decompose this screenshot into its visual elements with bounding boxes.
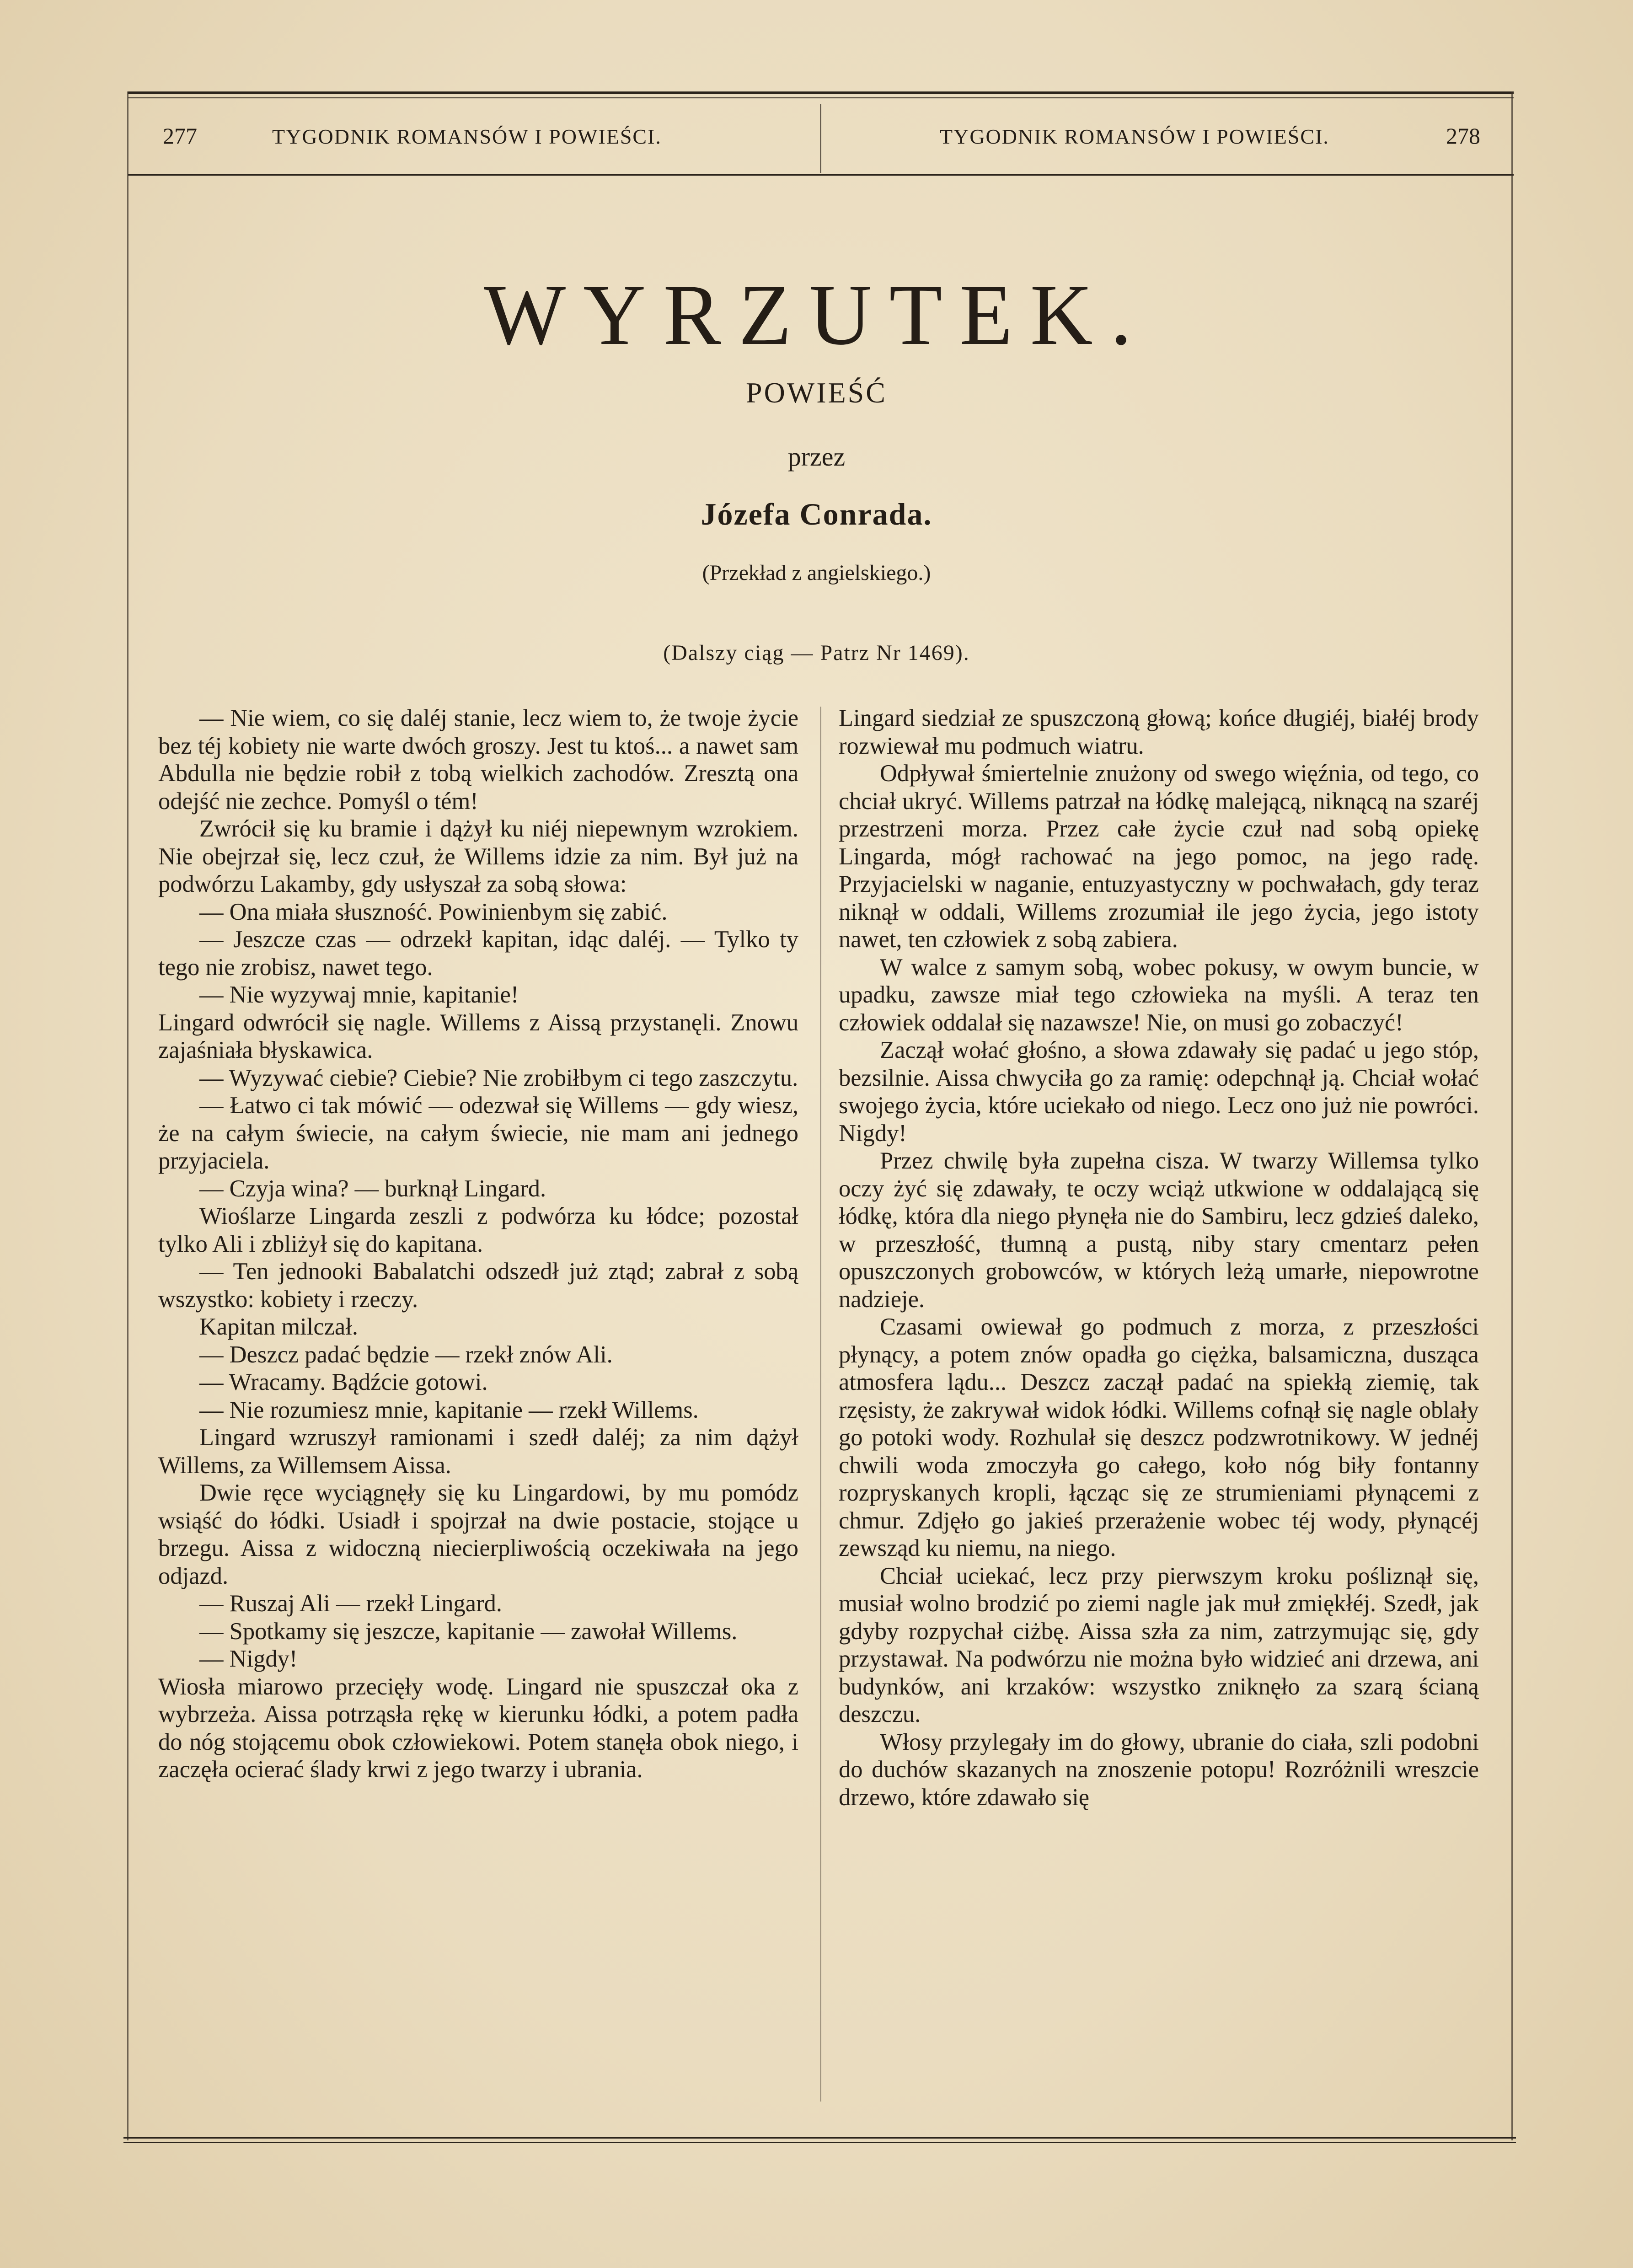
paragraph: — Nie wyzywaj mnie, kapitanie! [199,981,519,1008]
paragraph: — Ruszaj Ali — rzekł Lingard. [199,1590,502,1617]
story-title: WYRZUTEK. [483,267,1150,363]
paragraph: Zwrócił się ku bramie i dążył ku niéj niepewnym wzrokiem. Nie obejrzał się, lecz czuł, że Willems idzie za nim. Był już na podwórzu Lakamby, gdy usłyszał za sobą słowa: [158,815,798,897]
paragraph: Włosy przylegały im do głowy, ubranie do ciała, szli podobni do duchów skazanych na znoszenie potopu! Rozróżnili wreszcie drzewo, które zdawało się [839,1728,1479,1811]
paragraph: Lingard siedział ze spuszczoną głową; końce długiéj, białéj brody rozwiewał mu podmuch wiatru. [839,705,1479,759]
top-border-rule [128,91,1514,94]
continuation-note: (Dalszy ciąg — Patrz Nr 1469). [663,641,970,665]
bottom-border-rule [123,2137,1516,2139]
left-page-number: 277 [163,123,197,149]
header-divider [820,104,821,173]
paragraph: Wioślarze Lingarda zeszli z podwórza ku łódce; pozostał tylko Ali i zbliżył się do kapitana. [158,1203,798,1257]
paragraph: — Ona miała słuszność. Powinienbym się zabić. [199,898,668,925]
paragraph: — Łatwo ci tak mówić — odezwał się Willems — gdy wiesz, że na całym świecie, na całym świecie, nie mam ani jednego przyjaciela. [158,1092,798,1174]
paragraph: — Spotkamy się jeszcze, kapitanie — zawołał Willems. [199,1618,738,1645]
paragraph: — Jeszcze czas — odrzekł kapitan, idąc daléj. — Tylko ty tego nie zrobisz, nawet tego. [158,926,798,981]
author-name: Józefa Conrada. [701,497,932,531]
bottom-border-rule-thin [123,2142,1516,2143]
paragraph: Chciał uciekać, lecz przy pierwszym kroku pośliznął się, musiał wolno brodzić po ziemi nagle jak muł zmiękłéj. Szedł, jak gdyby rozpychał ciżbę. Aissa szła za nim, zatrzymując się, gdy przystawał. Na podwórzu nie można było widzieć ani drzewa, ani budynków, ani krzaków: wszystko zniknęło za szarą ścianą deszczu. [839,1562,1479,1727]
paragraph: — Ten jednooki Babalatchi odszedł już ztąd; zabrał z sobą wszystko: kobiety i rzeczy. [158,1258,798,1313]
right-page-number: 278 [1446,123,1480,149]
paragraph: W walce z samym sobą, wobec pokusy, w owym buncie, w upadku, zawsze miał tego człowieka na myśli. A teraz ten człowiek oddalał się nazawsze! Nie, on musi go zobaczyć! [839,954,1479,1036]
column-divider [820,707,821,2102]
paragraph: Odpływał śmiertelnie znużony od swego więźnia, od tego, co chciał ukryć. Willems patrzał na łódkę malejącą, niknącą na szaréj przestrzeni morza. Przez całe życie czuł nad sobą opiekę Lingarda, mógł rachować na jego pomoc, na jego radę. Przyjacielski w naganie, entuzyastyczny w pochwałach, gdy teraz niknął w oddali, Willems zrozumiał ile jego życia, jego istoty nawet, ten człowiek z sobą zabiera. [839,760,1479,953]
left-running-title: TYGODNIK ROMANSÓW I POWIEŚCI. [272,125,662,148]
top-border-rule-thin [128,97,1514,98]
paragraph: — Nigdy! [199,1646,298,1672]
right-running-title: TYGODNIK ROMANSÓW I POWIEŚCI. [940,125,1329,148]
right-text-column [839,704,1479,2113]
paragraph: Kapitan milczał. [199,1314,358,1340]
paragraph: Wiosła miarowo przecięły wodę. Lingard nie spuszczał oka z wybrzeża. Aissa potrząsła rękę w kierunku łódki, a potem padła do nóg stojącemu obok człowiekowi. Potem stanęła obok niego, i zaczęła ocierać ślady krwi z jego twarzy i ubrania. [158,1673,798,1783]
paragraph: Dwie ręce wyciągnęły się ku Lingardowi, by mu pomódz wsiąść do łódki. Usiadł i spojrzał na dwie postacie, stojące u brzegu. Aissa z widoczną niecierpliwością oczekiwała na jego odjazd. [158,1480,798,1589]
paragraph: — Nie rozumiesz mnie, kapitanie — rzekł Willems. [199,1396,699,1423]
paragraph: Czasami owiewał go podmuch z morza, z przeszłości płynący, a potem znów opadła go ciężka, balsamiczna, dusząca atmosfera lądu... Deszcz zaczął padać na spiekłą ziemię, tak rzęsisty, że zakrywał widok łódki. Willems cofnął się nagle oblały go potoki wody. Rozhulał się deszcz podzwrotnikowy. W jednéj chwili woda zmoczyła go całego, koło nóg biły fontanny rozpryskanych kropli, łącząc się ze strumieniami płynącemi z chmur. Zdjęło go jakieś przerażenie wobec téj wody, płynącéj zewsząd ku niemu, na niego. [839,1314,1479,1561]
paragraph: Lingard wzruszył ramionami i szedł daléj; za nim dążył Willems, za Willemsem Aissa. [158,1424,798,1479]
translation-note: (Przekład z angielskiego.) [702,561,931,585]
paragraph: Przez chwilę była zupełna cisza. W twarzy Willemsa tylko oczy żyć się zdawały, te oczy wciąż utkwione w oddalającą się łódkę, która dla niego płynęła nie do Sambiru, lecz gdzieś daleko, w przeszłość, tłumną a pustą, niby stary cmentarz pełen opuszczonych grobowców, w których leżą umarłe, niepowrotne nadzieje. [839,1147,1479,1313]
paragraph: — Czyja wina? — burknął Lingard. [199,1175,546,1202]
story-subtitle: POWIEŚĆ [746,376,887,409]
paragraph: — Wyzywać ciebie? Ciebie? Nie zrobiłbym ci tego zaszczytu. [199,1064,798,1091]
paragraph: Lingard odwrócił się nagle. Willems z Aissą przystanęli. Znowu zajaśniała błyskawica. [158,1009,798,1063]
left-text-column [158,704,798,2113]
byline-prefix: przez [787,442,846,472]
paragraph: — Wracamy. Bądźcie gotowi. [199,1369,488,1395]
paragraph: Zaczął wołać głośno, a słowa zdawały się padać u jego stóp, bezsilnie. Aissa chwyciła go za ramię: odepchnął ją. Chciał wołać swojego życia, które uciekało od niego. Lecz ono już nie powróci. Nigdy! [839,1037,1479,1147]
paragraph: — Deszcz padać będzie — rzekł znów Ali. [199,1341,613,1368]
header-bottom-rule [128,174,1514,176]
paragraph: — Nie wiem, co się daléj stanie, lecz wiem to, że twoje życie bez téj kobiety nie warte dwóch groszy. Jest tu ktoś... a nawet sam Abdulla nie będzie robił z tobą wielkich zachodów. Zresztą ona odejść nie zechce. Pomyśl o tém! [158,705,798,815]
